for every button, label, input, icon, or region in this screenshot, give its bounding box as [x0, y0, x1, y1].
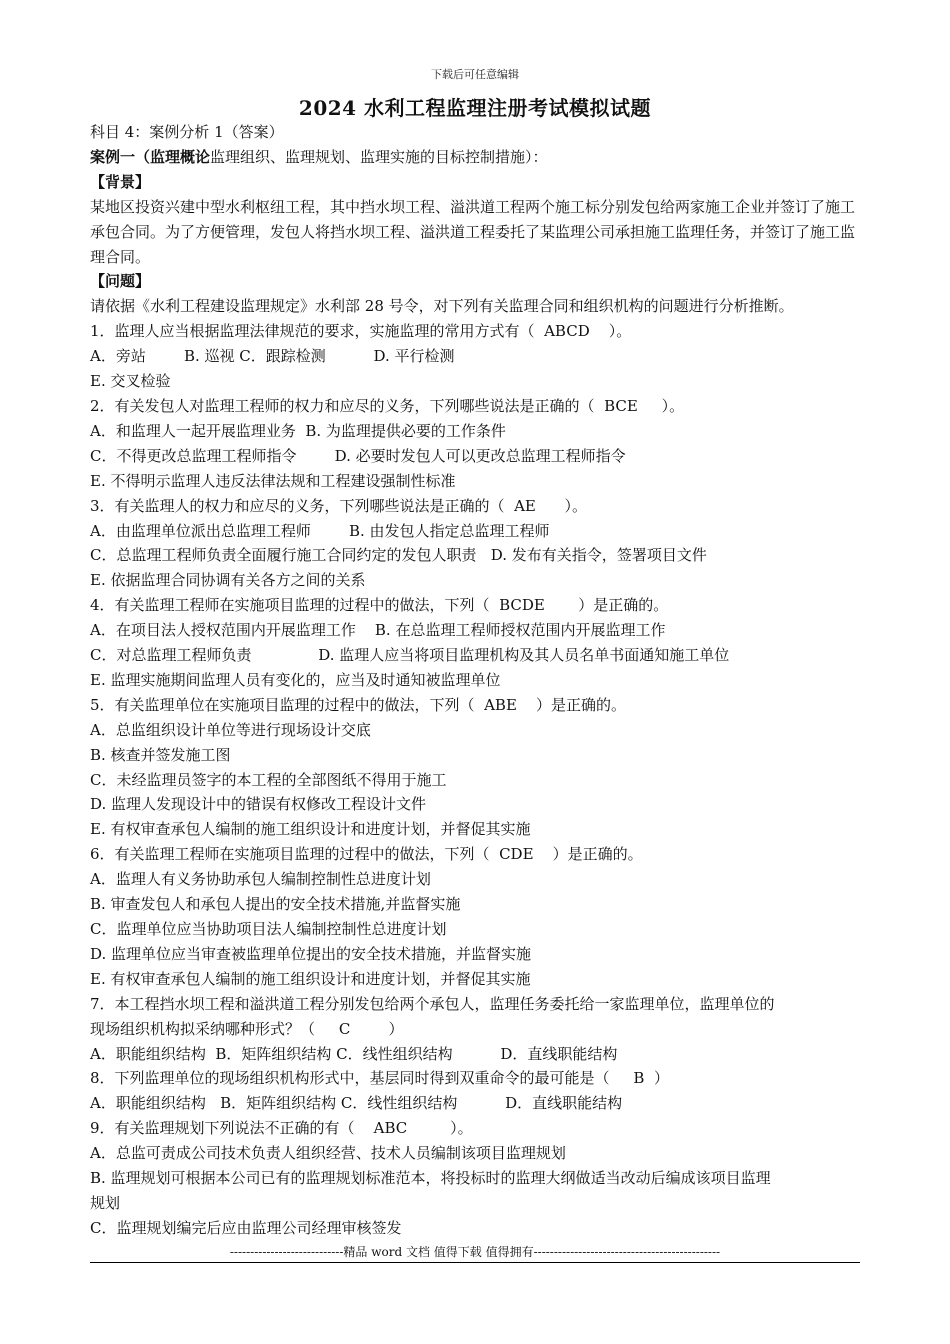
question-4: 4．有关监理工程师在实施项目监理的过程中的做法，下列（ BCDE ）是正确的。	[90, 596, 669, 615]
question-6-option-c: C．监理单位应当协助项目法人编制控制性总进度计划	[90, 920, 447, 938]
background-paragraph: 某地区投资兴建中型水利枢纽工程，其中挡水坝工程、溢洪道工程两个施工标分别发包给两家施工企业并签订了施工承包合同。为了方便管理，发包人将挡水坝工程、溢洪道工程委托了某监理公司承担施工监理任务，并签订了施工监理合同。	[90, 197, 856, 266]
question-6-option-a: A．监理人有义务协助承包人编制控制性总进度计划	[90, 870, 431, 889]
page-title: 2024 水利工程监理注册考试模拟试题	[298, 96, 652, 120]
document-body	[90, 120, 860, 1241]
question-5-option-a: A．总监组织设计单位等进行现场设计交底	[90, 720, 371, 739]
question-4-options-a-b: A．在项目法人授权范围内开展监理工作 B. 在总监理工程师授权范围内开展监理工作	[90, 621, 666, 640]
question-1-options-a-d: A．旁站 B. 巡视 C．跟踪检测 D. 平行检测	[90, 347, 455, 366]
question-instruction: 请依据《水利工程建设监理规定》水利部 28 号令，对下列有关监理合同和组织机构的问题进行分析推断。	[90, 297, 794, 316]
question-2: 2．有关发包人对监理工程师的权力和应尽的义务，下列哪些说法是正确的（ BCE ）。	[90, 396, 685, 415]
question-8: 8．下列监理单位的现场组织机构形式中，基层同时得到双重命令的最可能是（ B ）	[90, 1069, 669, 1088]
case-heading	[90, 145, 860, 170]
question-5-option-b: B. 核查并签发施工图	[90, 745, 231, 764]
question-4-option-e: E. 监理实施期间监理人员有变化的，应当及时通知被监理单位	[90, 670, 501, 689]
question-5-option-c: C．未经监理员签字的本工程的全部图纸不得用于施工	[90, 770, 447, 789]
question-2-options-c-d: C．不得更改总监理工程师指令 D. 必要时发包人可以更改总监理工程师指令	[90, 446, 626, 465]
case-heading-bold: 案例一（监理概论	[90, 147, 211, 166]
question-9-option-c: C．监理规划编完后应由监理公司经理审核签发	[90, 1218, 402, 1237]
question-heading: 【问题】	[90, 272, 151, 291]
question-5-option-d: D. 监理人发现设计中的错误有权修改工程设计文件	[90, 795, 427, 814]
question-5-option-e: E. 有权审查承包人编制的施工组织设计和进度计划，并督促其实施	[90, 820, 531, 839]
question-3-option-e: E. 依据监理合同协调有关各方之间的关系	[90, 571, 366, 590]
question-1-option-e: E. 交叉检验	[90, 372, 171, 391]
question-6-option-e: E. 有权审查承包人编制的施工组织设计和进度计划，并督促其实施	[90, 969, 531, 988]
header-note: 下载后可任意编辑	[431, 68, 519, 81]
question-5: 5．有关监理单位在实施项目监理的过程中的做法，下列（ ABE ）是正确的。	[90, 695, 626, 714]
question-2-option-e: E. 不得明示监理人违反法律法规和工程建设强制性标准	[90, 471, 456, 490]
question-7-continued: 现场组织机构拟采纳哪种形式？（ C ）	[90, 1019, 404, 1038]
case-heading-rest: 监理组织、监理规划、监理实施的目标控制措施）：	[210, 147, 548, 166]
footer-rule	[90, 1262, 860, 1263]
question-6-option-d: D. 监理单位应当审查被监理单位提出的安全技术措施，并监督实施	[90, 944, 532, 963]
question-4-options-c-d: C．对总监理工程师负责 D. 监理人应当将项目监理机构及其人员名单书面通知施工单位	[90, 646, 730, 665]
question-3-options-c-d: C．总监理工程师负责全面履行施工合同约定的发包人职责 D. 发布有关指令，签署项目文件	[90, 546, 707, 565]
question-9-option-a: A．总监可责成公司技术负责人组织经营、技术人员编制该项目监理规划	[90, 1144, 566, 1163]
question-9-option-b-continued: 规划	[90, 1193, 121, 1212]
question-8-options: A．职能组织结构 B．矩阵组织结构 C．线性组织结构 D．直线职能结构	[90, 1094, 623, 1113]
question-6-option-b: B. 审查发包人和承包人提出的安全技术措施,并监督实施	[90, 895, 461, 914]
footer-note: ----------------------------精品 word 文档 值得下载 值得拥有----------------------------------------------	[229, 1245, 721, 1259]
question-1: 1．监理人应当根据监理法律规范的要求，实施监理的常用方式有（ ABCD ）。	[90, 322, 632, 341]
question-3: 3．有关监理人的权力和应尽的义务，下列哪些说法是正确的（ AE ）。	[90, 496, 587, 515]
question-3-options-a-b: A．由监理单位派出总监理工程师 B. 由发包人指定总监理工程师	[90, 521, 550, 540]
question-7: 7．本工程挡水坝工程和溢洪道工程分别发包给两个承包人，监理任务委托给一家监理单位，监理单位的	[90, 994, 775, 1013]
question-2-options-a-b: A．和监理人一起开展监理业务 B. 为监理提供必要的工作条件	[90, 421, 506, 440]
background-heading: 【背景】	[90, 172, 151, 191]
question-9: 9．有关监理规划下列说法不正确的有（ ABC ）。	[90, 1119, 473, 1138]
subject-line: 科目 4：案例分析 1（答案）	[90, 123, 284, 141]
question-7-options: A．职能组织结构 B．矩阵组织结构 C．线性组织结构 D．直线职能结构	[90, 1044, 618, 1063]
question-9-option-b: B. 监理规划可根据本公司已有的监理规划标准范本，将投标时的监理大纲做适当改动后编成该项目监理	[90, 1169, 771, 1188]
question-6: 6．有关监理工程师在实施项目监理的过程中的做法，下列（ CDE ）是正确的。	[90, 845, 643, 864]
